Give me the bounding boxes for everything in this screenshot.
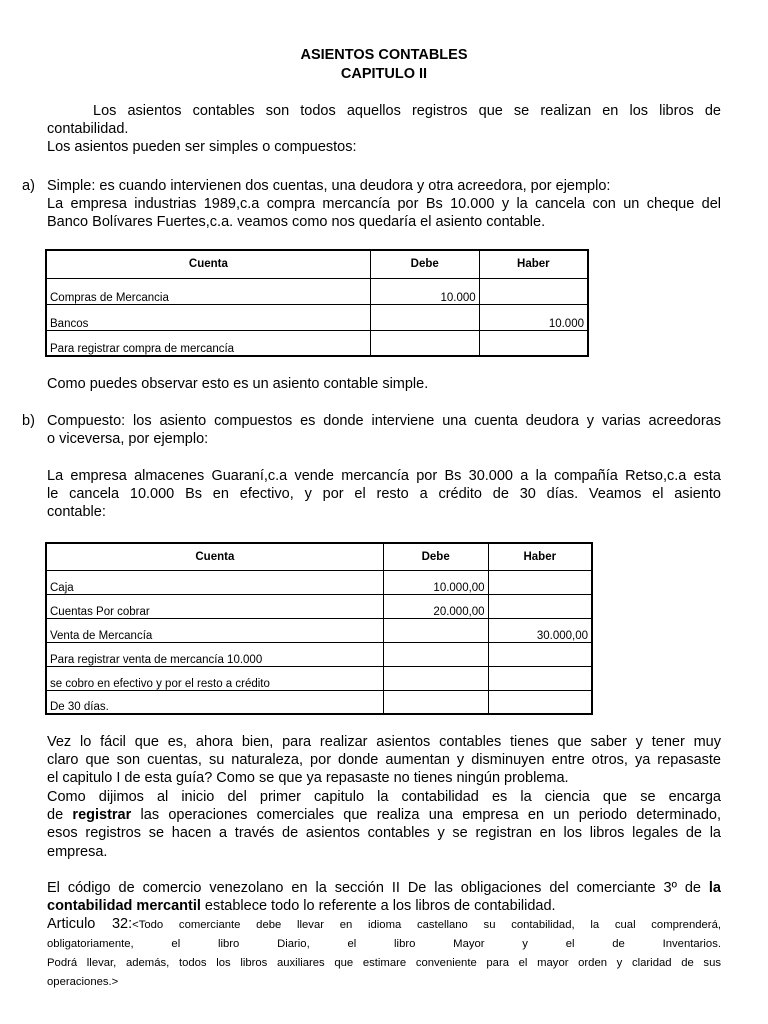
section-a-line-2: La empresa industrias 1989,c.a compra mercancía por Bs 10.000 y la cancela con un cheque del bbox=[47, 196, 721, 213]
closing-p2-line-1: Como dijimos al inicio del primer capitulo la contabilidad es la ciencia que se encarga bbox=[47, 789, 721, 805]
cell-cuenta: Caja bbox=[46, 570, 383, 594]
table-row bbox=[46, 330, 588, 356]
section-b-line-2: o viceversa, por ejemplo: bbox=[47, 431, 209, 448]
closing-p2-line-3: esos registros se hacen a través de asientos contables y se registran en los libros legales de la bbox=[47, 825, 721, 842]
article-32 bbox=[47, 915, 721, 992]
closing-p3-line-2-post: establece todo lo referente a los libros de contabilidad. bbox=[200, 898, 556, 915]
article-text-1: <Todo comerciante debe llevar en idioma castellano su contabilidad, la cual comprenderá, bbox=[132, 919, 721, 931]
simple-entry-table bbox=[45, 249, 589, 357]
cell-debe: 10.000,00 bbox=[383, 570, 488, 594]
section-b-marker: b) bbox=[22, 413, 35, 429]
closing-p2-line-2-pre: de bbox=[47, 807, 73, 824]
closing-p2-line-4: empresa. bbox=[47, 843, 108, 860]
article-line-1 bbox=[47, 915, 721, 935]
intro-paragraph bbox=[47, 102, 721, 157]
intro-line-2: contabilidad. bbox=[47, 121, 129, 138]
article-label: Articulo 32: bbox=[47, 916, 133, 932]
cell-debe bbox=[383, 642, 488, 666]
example-line-2: le cancela 10.000 Bs en efectivo, y por el resto a crédito de 30 días. Veamos el asiento bbox=[47, 486, 721, 503]
section-a-note: Como puedes observar esto es un asiento contable simple. bbox=[47, 376, 429, 392]
compound-entry-table bbox=[45, 542, 593, 715]
closing-p1-line-1: Vez lo fácil que es, ahora bien, para realizar asientos contables tienes que saber y tener muy bbox=[47, 734, 721, 750]
header-debe: Debe bbox=[370, 250, 479, 278]
table-row bbox=[46, 304, 588, 330]
cell-haber: 10.000 bbox=[479, 304, 588, 330]
cell-debe bbox=[383, 618, 488, 642]
cell-haber bbox=[488, 570, 592, 594]
document-subtitle: CAPITULO II bbox=[340, 66, 428, 82]
section-b-example bbox=[47, 467, 721, 522]
example-line-3: contable: bbox=[47, 504, 106, 521]
article-line-3: Podrá llevar, además, todos los libros auxiliares que estimare conveniente para el mayor orden y claridad de sus bbox=[47, 957, 721, 969]
table-row bbox=[46, 278, 588, 304]
closing-p3-line-2 bbox=[47, 897, 721, 915]
closing-p3-line-1 bbox=[47, 879, 721, 897]
header-haber: Haber bbox=[479, 250, 588, 278]
table-header-row bbox=[46, 543, 592, 570]
cell-debe: 10.000 bbox=[370, 278, 479, 304]
table-row bbox=[46, 690, 592, 714]
intro-line-1: Los asientos contables son todos aquellos registros que se realizan en los libros de bbox=[93, 103, 721, 119]
closing-p3-line-1-pre: El código de comercio venezolano en la sección II De las obligaciones del comerciante 3º de bbox=[47, 880, 709, 896]
cell-cuenta: se cobro en efectivo y por el resto a crédito bbox=[46, 666, 383, 690]
section-b-line-1: Compuesto: los asiento compuestos es donde interviene una cuenta deudora y varias acreedoras bbox=[47, 413, 721, 429]
cell-cuenta: Para registrar venta de mercancía 10.000 bbox=[46, 642, 383, 666]
cell-debe bbox=[383, 690, 488, 714]
cell-haber bbox=[488, 666, 592, 690]
header-debe: Debe bbox=[383, 543, 488, 570]
cell-debe bbox=[370, 330, 479, 356]
table-row bbox=[46, 594, 592, 618]
cell-haber bbox=[488, 690, 592, 714]
cell-haber bbox=[479, 278, 588, 304]
cell-debe bbox=[383, 666, 488, 690]
header-haber: Haber bbox=[488, 543, 592, 570]
closing-paragraph-2 bbox=[47, 788, 721, 861]
cell-haber bbox=[479, 330, 588, 356]
cell-haber bbox=[488, 642, 592, 666]
cell-haber: 30.000,00 bbox=[488, 618, 592, 642]
cell-debe bbox=[370, 304, 479, 330]
closing-paragraph-1 bbox=[47, 733, 721, 788]
article-line-2: obligatoriamente, el libro Diario, el libro Mayor y el de Inventarios. bbox=[47, 938, 721, 950]
section-a-paragraph bbox=[47, 177, 721, 232]
closing-p1-line-3: el capitulo I de esta guía? Como se que ya repasaste no tienes ningún problema. bbox=[47, 770, 569, 787]
header-cuenta: Cuenta bbox=[46, 250, 370, 278]
contabilidad-mercantil-emphasis: contabilidad mercantil bbox=[47, 898, 201, 915]
document-title: ASIENTOS CONTABLES bbox=[300, 47, 468, 63]
closing-paragraph-3 bbox=[47, 879, 721, 915]
table-row bbox=[46, 666, 592, 690]
la-emphasis: la bbox=[708, 880, 721, 896]
cell-cuenta: Compras de Mercancia bbox=[46, 278, 370, 304]
table-row bbox=[46, 618, 592, 642]
article-line-4: operaciones.> bbox=[47, 976, 119, 988]
closing-p2-line-2-post: las operaciones comerciales que realiza una empresa en un periodo determinado, bbox=[131, 807, 721, 824]
table-row bbox=[46, 642, 592, 666]
cell-cuenta: Venta de Mercancía bbox=[46, 618, 383, 642]
cell-cuenta: Para registrar compra de mercancía bbox=[46, 330, 370, 356]
example-line-1: La empresa almacenes Guaraní,c.a vende mercancía por Bs 30.000 a la compañía Retso,c.a esta bbox=[47, 468, 721, 484]
section-a-line-1: Simple: es cuando intervienen dos cuentas, una deudora y otra acreedora, por ejemplo: bbox=[47, 178, 611, 194]
cell-cuenta: De 30 días. bbox=[46, 690, 383, 714]
section-a-marker: a) bbox=[22, 178, 35, 194]
closing-p1-line-2: claro que son cuentas, su naturaleza, por donde aumentan y disminuyen entre otros, ya repasaste bbox=[47, 752, 721, 769]
header-cuenta: Cuenta bbox=[46, 543, 383, 570]
section-a-line-3: Banco Bolívares Fuertes,c.a. veamos como nos quedaría el asiento contable. bbox=[47, 214, 546, 231]
table-row bbox=[46, 570, 592, 594]
closing-p2-line-2 bbox=[47, 806, 721, 824]
section-b-paragraph bbox=[47, 412, 721, 448]
registrar-emphasis: registrar bbox=[72, 807, 132, 824]
cell-debe: 20.000,00 bbox=[383, 594, 488, 618]
table-header-row bbox=[46, 250, 588, 278]
intro-line-3: Los asientos pueden ser simples o compuestos: bbox=[47, 139, 357, 156]
cell-cuenta: Cuentas Por cobrar bbox=[46, 594, 383, 618]
cell-cuenta: Bancos bbox=[46, 304, 370, 330]
cell-haber bbox=[488, 594, 592, 618]
